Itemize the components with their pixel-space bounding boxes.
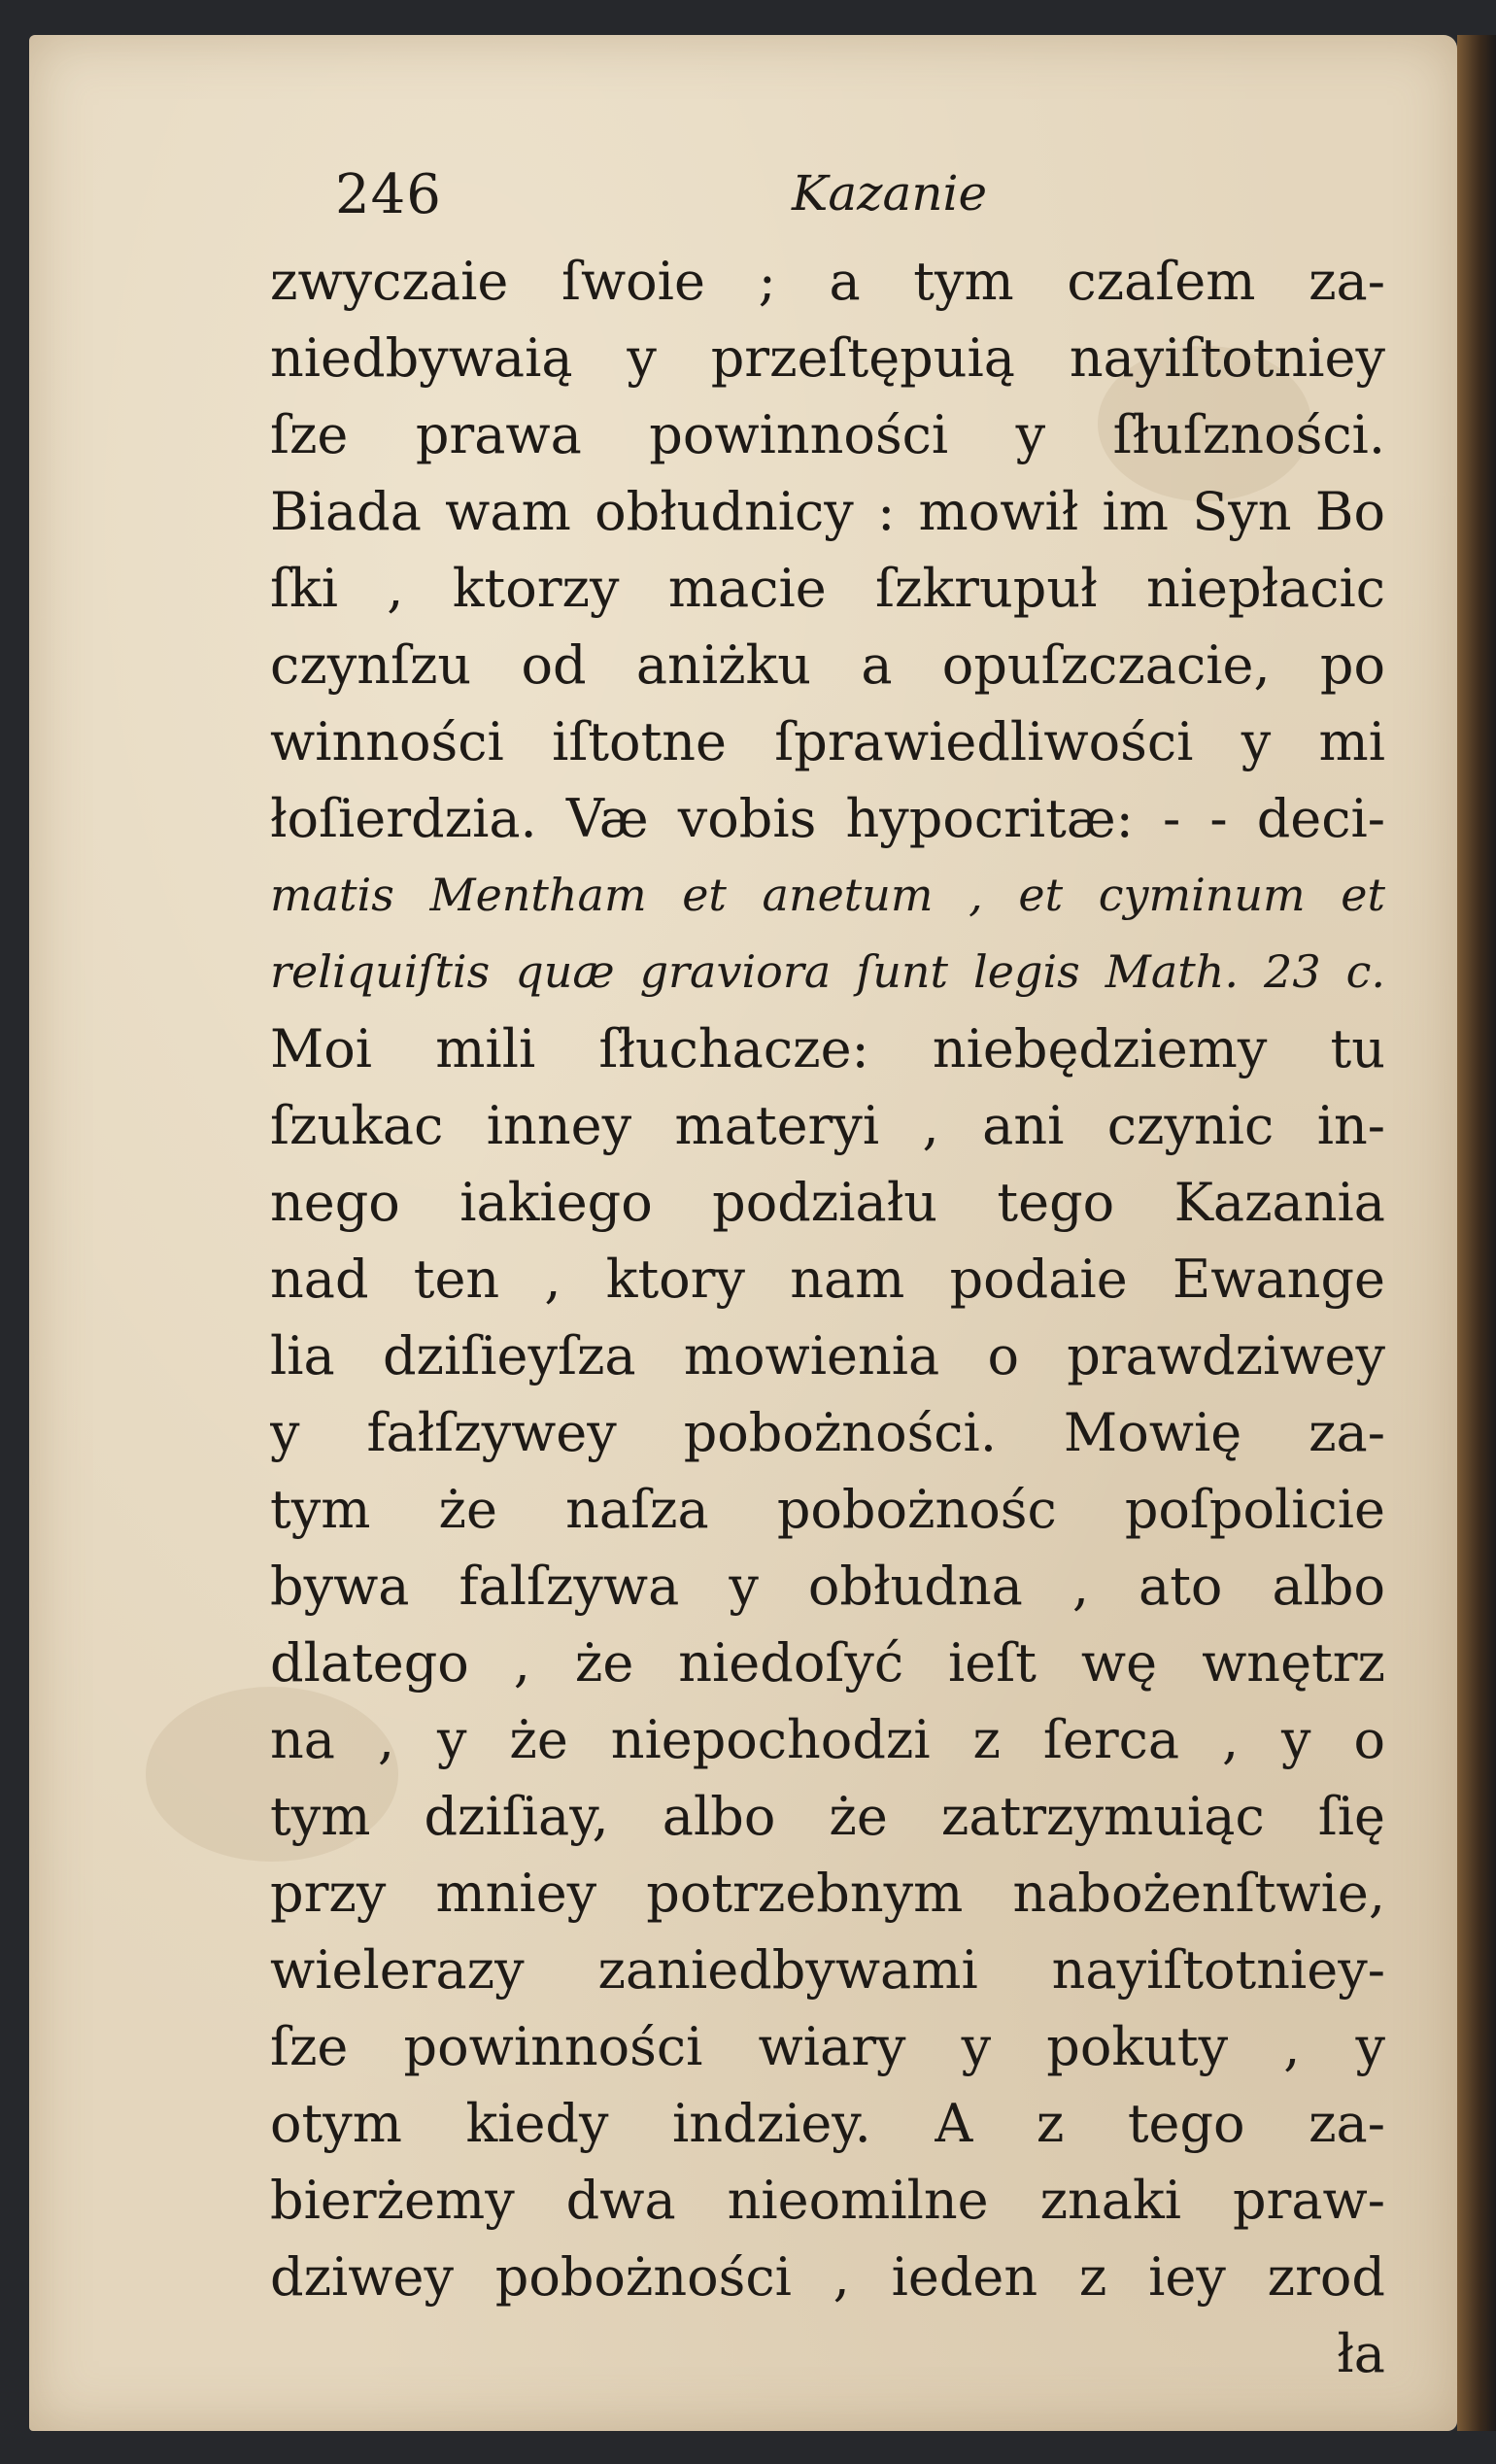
text-line: czynſzu od aniżku a opuſzczacie, po — [270, 634, 1385, 696]
text-line: winności iſtotne ſprawiedliwości y mi — [270, 711, 1385, 772]
text-line: ſzukac inney materyi , ani czynic in- — [270, 1095, 1385, 1156]
latin-quote-line: matis Mentham et anetum , et cyminum et — [270, 869, 1385, 921]
body-text — [270, 243, 1385, 2392]
text-line: tym dziſiay, albo że zatrzymuiąc ſię — [270, 1786, 1385, 1847]
text-line: lia dziſieyſza mowienia o prawdziwey — [270, 1325, 1385, 1386]
text-line: zwyczaie ſwoie ; a tym czaſem za- — [270, 251, 1385, 312]
text-line: tym że naſza pobożnośc poſpolicie — [270, 1479, 1385, 1540]
text-line: y fałſzywey pobożności. Mowię za- — [270, 1402, 1385, 1463]
text-line: wielerazy zaniedbywami nayiſtotniey- — [270, 1939, 1385, 2001]
text-line: Moi mili ſłuchacze: niebędziemy tu — [270, 1018, 1385, 1079]
text-line: nego iakiego podziału tego Kazania — [270, 1172, 1385, 1233]
page-number: 246 — [335, 163, 442, 226]
text-line: dziwey pobożności , ieden z iey zrod — [270, 2246, 1385, 2308]
text-line: ſki , ktorzy macie ſzkrupuł niepłacic — [270, 558, 1385, 619]
text-line: Biada wam obłudnicy : mowił im Syn Bo — [270, 481, 1385, 542]
running-title: Kazanie — [792, 165, 988, 222]
text-line: bywa falſzywa y obłudna , ato albo — [270, 1556, 1385, 1617]
text-line: na , y że niepochodzi z ſerca , y o — [270, 1709, 1385, 1770]
book-spine — [1457, 35, 1496, 2431]
text-line: bierżemy dwa nieomilne znaki praw- — [270, 2170, 1385, 2231]
catchword: ła — [1337, 2323, 1385, 2384]
text-line: ſze prawa powinności y ſłuſzności. — [270, 404, 1385, 465]
text-line: łoſierdzia. Væ vobis hypocritæ: - - deci- — [270, 788, 1385, 849]
text-line: ſze powinności wiary y pokuty , y — [270, 2016, 1385, 2077]
text-line: dlatego , że niedoſyć ieſt wę wnętrz — [270, 1632, 1385, 1694]
text-line: niedbywaią y przeſtępuią nayiſtotniey — [270, 327, 1385, 389]
text-line: przy mniey potrzebnym nabożenſtwie, — [270, 1863, 1385, 1924]
text-line: nad ten , ktory nam podaie Ewange — [270, 1249, 1385, 1310]
latin-quote-line: reliquiſtis quæ graviora ſunt legis Math. 23 c. — [270, 945, 1385, 998]
text-line: otym kiedy indziey. A z tego za- — [270, 2093, 1385, 2154]
page-header — [335, 163, 1375, 231]
